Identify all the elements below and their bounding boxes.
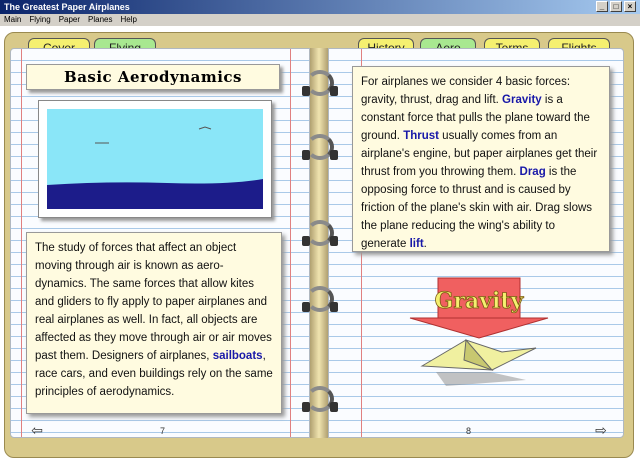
forces-text-2: is a constant force that pulls the plane toward the ground. [361, 94, 590, 142]
binder-ring-icon [302, 384, 338, 414]
close-button[interactable]: × [624, 1, 636, 12]
sailboats-link[interactable]: sailboats [212, 350, 263, 362]
left-page-number: 7 [160, 426, 166, 436]
right-page-number: 8 [466, 426, 472, 436]
binder [0, 26, 640, 464]
menu-paper[interactable]: Paper [58, 15, 81, 24]
left-text-card [26, 232, 282, 414]
gravity-arrow-graphic [406, 276, 552, 406]
prev-page-arrow-icon[interactable]: ⇦ [31, 422, 43, 438]
menu-flying[interactable]: Flying [29, 15, 51, 24]
forces-text-5: . [423, 238, 427, 250]
menubar [0, 14, 640, 26]
gravity-graphic-label: Gravity [434, 288, 524, 314]
menu-planes[interactable]: Planes [88, 15, 113, 24]
thrust-link[interactable]: Thrust [403, 130, 439, 142]
minimize-button[interactable]: _ [596, 1, 608, 12]
left-text-body: The study of forces that affect an object moving through air is known as aero-dynamics. The same forces that allow kites and gliders to fly apply to paper airplanes and real airplanes as well. In fact, all objects are affected as they move through air or air moves past them. Designers of airplanes, [35, 242, 272, 362]
binder-ring-icon [302, 218, 338, 248]
next-page-arrow-icon[interactable]: ⇨ [595, 422, 607, 438]
lift-link[interactable]: lift [409, 238, 424, 250]
flight-picture [38, 100, 272, 218]
binder-ring-icon [302, 68, 338, 98]
titlebar [0, 0, 640, 14]
forces-text-4: is the opposing force to thrust and is caused by friction of the plane's skin with air. Drag slows the plane reducing the wing's ability to generate [361, 166, 593, 250]
binder-ring-icon [302, 284, 338, 314]
forces-text-3: usually comes from an airplane's engine, but paper airplanes get their thrust from you throwing them. [361, 130, 598, 178]
window-title: The Greatest Paper Airplanes [4, 2, 130, 12]
gravity-link[interactable]: Gravity [502, 94, 542, 106]
forces-text-1: For airplanes we consider 4 basic forces: gravity, thrust, drag and lift. [361, 76, 571, 106]
drag-link[interactable]: Drag [519, 166, 546, 178]
right-text-card [352, 66, 610, 252]
left-text-tail: , race cars, and even buildings rely on the same principles of aerodynamics. [35, 350, 273, 398]
page-title: Basic Aerodynamics [26, 64, 280, 90]
menu-help[interactable]: Help [120, 15, 137, 24]
maximize-button[interactable]: □ [610, 1, 622, 12]
menu-main[interactable]: Main [4, 15, 22, 24]
sky-scene [47, 109, 263, 209]
binder-ring-icon [302, 132, 338, 162]
